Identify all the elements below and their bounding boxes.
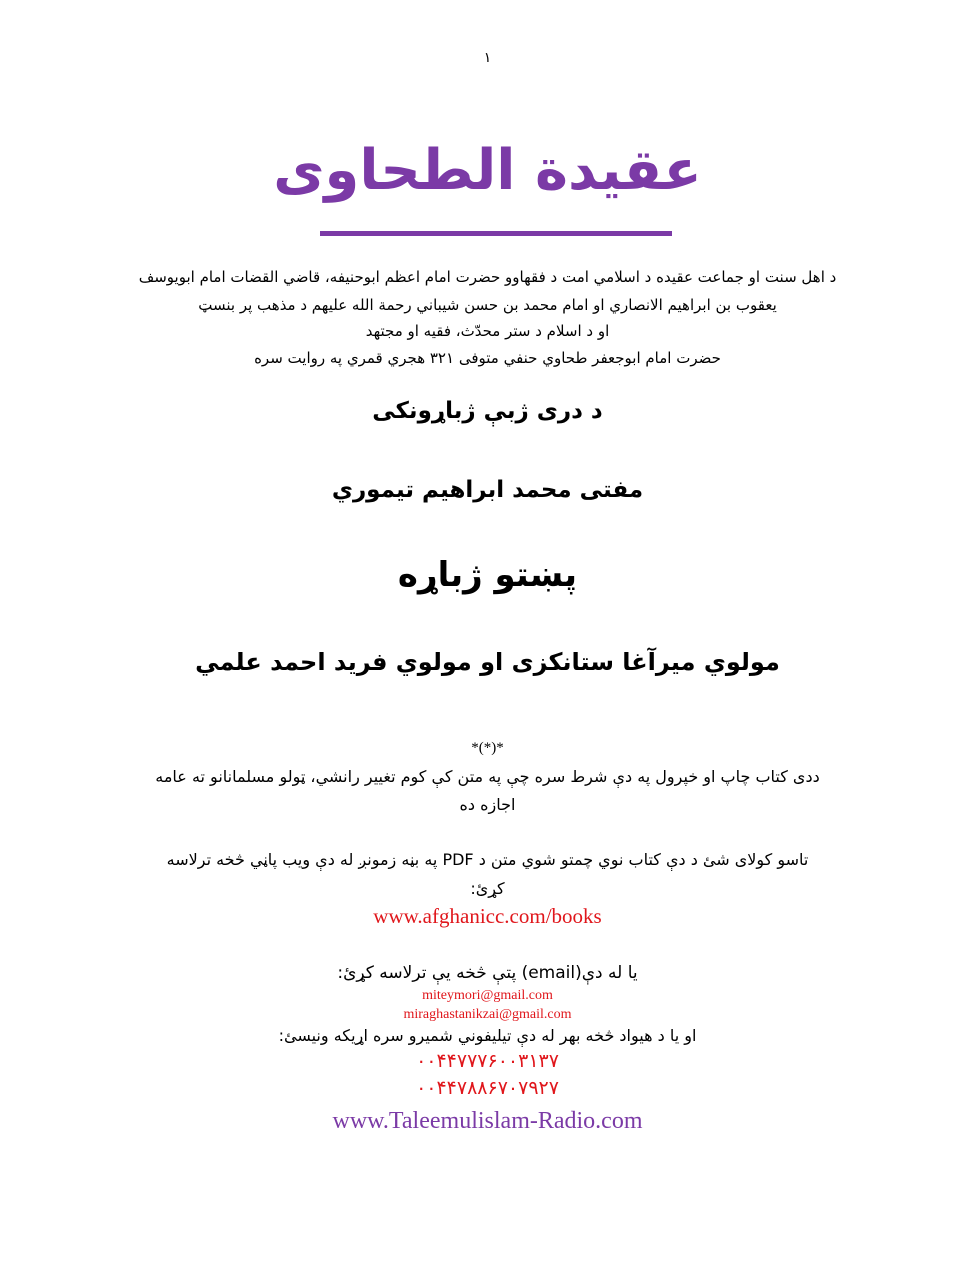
email-link-2[interactable]: miraghastanikzai@gmail.com [403, 1007, 572, 1022]
intro-line-3: او د اسلام د ستر محدّث، فقيه او مجتهد [365, 322, 610, 340]
dari-translation-heading: د درى ژبې ژباړونکى [372, 398, 603, 424]
permission-notice-line-2: اجازه ده [459, 795, 516, 814]
books-website-link[interactable]: www.afghanicc.com/books [373, 904, 602, 928]
dari-translator-name: مفتى محمد ابراهيم تيموري [331, 477, 644, 503]
phone-number-2: ٠٠۴۴٧٨٨۶٧٠٧٩٢٧ [416, 1077, 559, 1099]
pashto-translators-names: مولوي ميرآغا ستانکزى او مولوي فريد احمد علمي [195, 648, 780, 676]
permission-notice-line-1: ددى کتاب چاپ او خپرول په دې شرط سره چې په متن کې کوم تغيير رانشي، ټولو مسلمانانو ته عامه [155, 767, 820, 786]
intro-line-4: حضرت امام ابوجعفر طحاوي حنفي متوفى ٣٢١ هجري قمري په روايت سره [254, 349, 721, 367]
book-title: عقيدة الطحاوى [273, 138, 702, 203]
phone-intro-text: او يا د هيواد څخه بهر له دې تيليفوني شميرو سره اړيکه ونيسئ: [278, 1026, 697, 1045]
intro-line-2: يعقوب بن ابراهيم الانصاري او امام محمد بن حسن شيباني رحمة الله عليهم د مذهب پر بنسټ [198, 296, 777, 314]
pashto-translation-heading: پښتو ژباړه [397, 555, 578, 595]
star-separator: *(*)* [471, 740, 504, 756]
email-intro-text: يا له دې(email) پتې څخه يې ترلاسه کړئ: [337, 963, 638, 983]
radio-website-link[interactable]: www.Taleemulislam-Radio.com [332, 1108, 643, 1134]
download-notice-line-1: تاسو کولاى شئ د دې کتاب نوي چمتو شوي متن د PDF په بڼه زمونږ له دې ويب پاڼي څخه ترلاسه [166, 850, 809, 869]
title-underline [320, 231, 672, 236]
phone-number-1: ٠٠۴۴٧٧٧۶٠٠٣١٣٧ [416, 1050, 559, 1072]
intro-line-1: د اهل سنت او جماعت عقيده د اسلامي امت د فقهاوو حضرت امام اعظم ابوحنيفه، قاضي القضات امام ابويوسف [138, 268, 837, 286]
page-number: ١ [483, 50, 492, 66]
download-notice-line-2: کړئ: [470, 879, 505, 898]
email-link-1[interactable]: miteymori@gmail.com [422, 988, 553, 1003]
